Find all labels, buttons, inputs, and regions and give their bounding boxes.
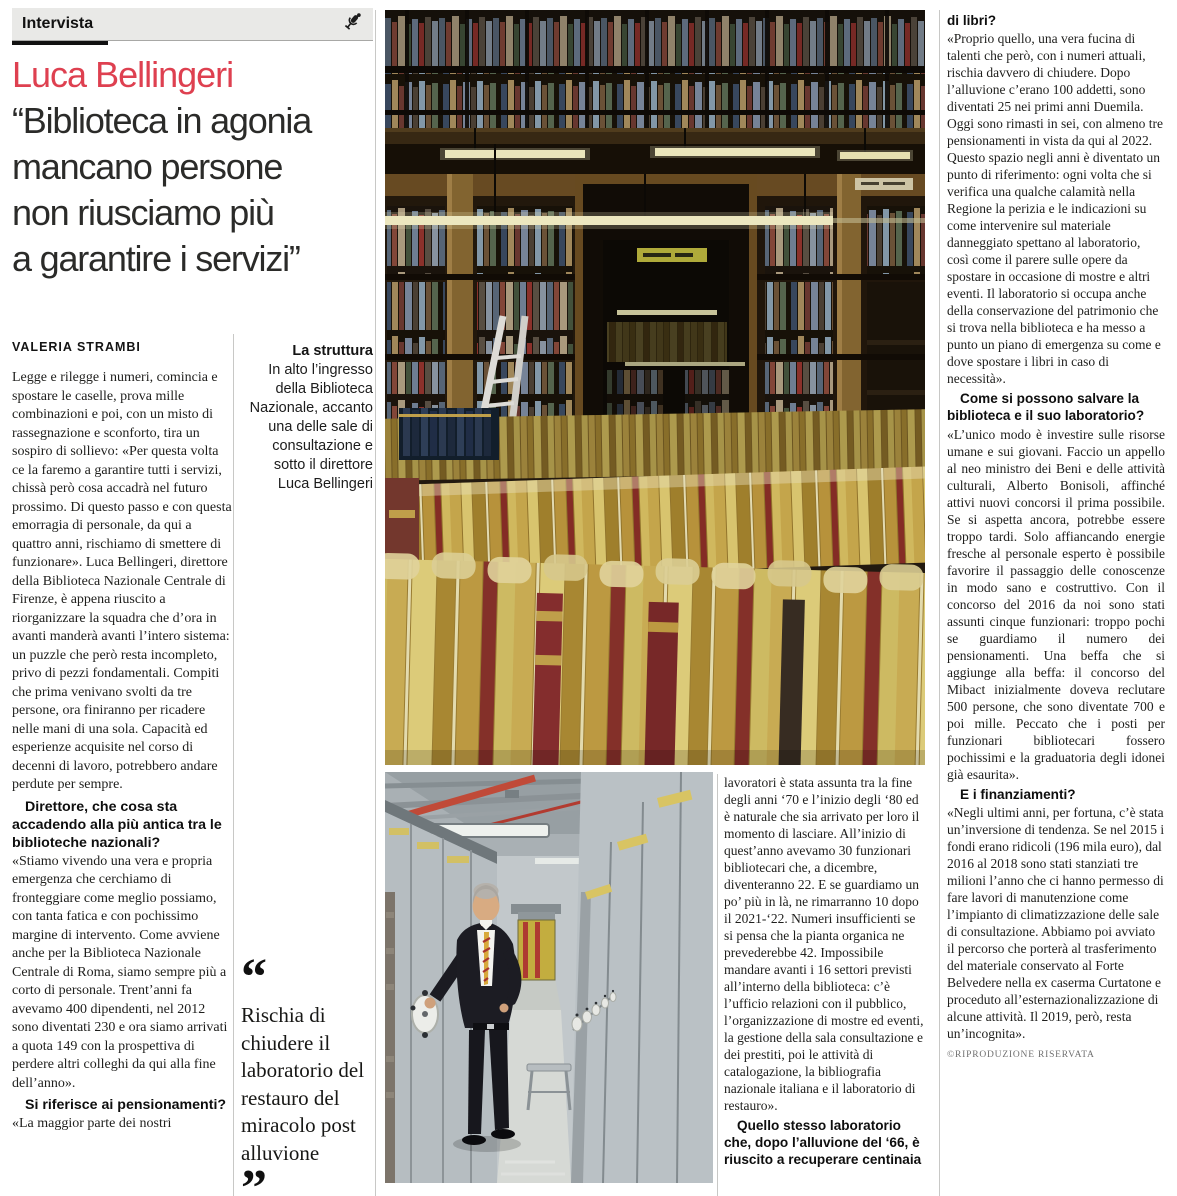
pull-quote-text: Rischia di chiudere il laboratorio del restauro del miracolo post alluvione (241, 1003, 365, 1165)
library-photo (385, 10, 925, 765)
headline-block (12, 52, 376, 282)
article-paragraph: «Stiamo vivendo una vera e propria emergenza che cerchiamo di fronteggiare come meglio possiamo, con tanta fatica e con pochissimo margine di intervento. Come avviene anche per la Biblioteca Nazionale Centrale di Roma, siamo sempre più a corto di personale. Trent’anni fa avevamo 400 dipendenti, nel 2012 sono diventati 230 e ora siamo arrivati a quota 149 con la prospettiva di perdere altri colleghi da qui alla fine dell’anno». (12, 853, 228, 1091)
article-paragraph: lavoratori è stata assunta tra la fine degli anni ‘70 e l’inizio degli ‘80 ed è naturale che sia arrivato per loro il momento di lasciare. All’inizio di quest’anno avevamo 30 funzionari bibliotecari che, a dicembre, diventeranno 22. E se guardiamo un po’ più in là, ne rimarranno 10 dopo il 2021-‘22. Numeri insufficienti se si pensa che la pianta organica ne prevederebbe 42. Impossibile mandare avanti i 16 settori previsti all’interno della biblioteca: c’è l’ufficio relazioni con il pubblico, l’organizzazione di mostre ed eventi, la gestione della sala consultazione e dei prestiti, poi le attività di catalogazione, la bibliografia nazionale italiana e il laboratorio di restauro». (724, 775, 924, 1113)
column-rule (233, 334, 234, 1196)
question-heading: E i finanziamenti? (960, 786, 1076, 802)
headline-quote-line: “Biblioteca in agonia (12, 100, 312, 141)
headline-quote-line: non riusciamo più (12, 192, 274, 233)
article-paragraph: «La maggior parte dei nostri (12, 1116, 172, 1131)
photo-caption (241, 342, 373, 494)
question-heading: Come si possono salvare la biblioteca e il suo laboratorio? (947, 391, 1145, 424)
kicker-underline (12, 41, 108, 45)
section-label: Intervista (22, 15, 94, 32)
column-rule (717, 774, 718, 1196)
article-column-3 (724, 774, 927, 1196)
question-heading: Quello stesso laboratorio che, dopo l’alluvione del ‘66, è riuscito a recuperare centinaia (724, 1118, 922, 1168)
question-heading: Si riferisce ai pensionamenti? (25, 1097, 227, 1113)
question-heading: di libri? (947, 13, 997, 28)
question-heading: Direttore, che cosa sta accadendo alla più antica tra le biblioteche nazionali? (12, 798, 222, 851)
caption-body: In alto l’ingresso della Biblioteca Nazionale, accanto una delle sale di consultazione e sotto il direttore Luca Bellingeri (249, 362, 373, 492)
article-column-1 (12, 340, 233, 1196)
headline-quote-line: a garantire i servizi” (12, 238, 300, 279)
director-photo (385, 772, 713, 1183)
article-paragraph: «Proprio quello, una vera fucina di talenti che però, con i numeri attuali, rischia davvero di chiudere. Dopo l’alluvione c’erano 100 addetti, sono diventati 25 nei primi anni Duemila. Oggi sono rimasti in sei, con almeno tre pensionamenti in vista da qui al 2022. Questo spazio negli anni è diventato un punto di riferimento: ogni volta che si verifica una qualche calamità nella Regione la perizia e le indicazioni su come intervenire sul materiale danneggiato spettano al laboratorio, così come il parere sulle opere da spostare in occasione di mostre e altri eventi. Il laboratorio si occupa anche della conservazione del patrimonio che si trova nella biblioteca e ha messo a punto un piano di emergenza su come e dove spostare i libri in caso di necessità». (947, 31, 1163, 387)
microphone-icon (341, 11, 363, 38)
article-paragraph: «Negli ultimi anni, per fortuna, c’è stata un’inversione di tendenza. Se nel 2015 i fondi erano ridicoli (196 mila euro), dal 2016 al 2018 sono stati stanziati tre milioni l’anno che ci hanno permesso di fare lavori di manutenzione come l’impianto di climatizzazione delle sale di consultazione. Abbiamo poi avviato il percorso che porterà al trasferimento del materiale conservato al Forte Belvedere nella ex caserma Curtatone e proceduto all’esternazionalizzazione di alcune attività. Il 2019, però, resta un’incognita». (947, 804, 1165, 1041)
byline: VALERIA STRAMBI (12, 340, 141, 354)
quote-open-icon: “ (241, 949, 267, 1006)
caption-title: La struttura (292, 343, 373, 359)
headline-quote-line: mancano persone (12, 146, 283, 187)
headline-name: Luca Bellingeri (12, 54, 234, 95)
article-paragraph: «L’unico modo è investire sulle risorse umane e sui giovani. Faccio un appello al neo ministro dei Beni e delle attività culturali, Alberto Bonisoli, affinché attivi nuovi concorsi il prima possibile. Se si aspetta ancora, potrebbe essere troppo tardi. Solo affiancando energie fresche al personale esperto è possibile favorire il passaggio delle conoscenze in modo sano e costruttivo. Con il concorso del 2016 da noi sono stati assunti cinque funzionari: troppo pochi se guardiamo il numero dei pensionamenti. Una beffa che si aggiunge alla beffa: il concorso del Mibact inizialmente doveva reclutare 500 persone, che sono diventate 700 e poi mille. Peccato che i posti per funzionari bibliotecari fossero pochissimi e la graduatoria degli idonei già esaurita». (947, 426, 1165, 782)
quote-close-icon: ” (241, 1160, 267, 1196)
article-column-4 (947, 12, 1165, 1196)
column-rule (375, 10, 376, 1196)
column-rule (939, 10, 940, 1196)
section-kicker (12, 8, 373, 41)
pull-quote (241, 949, 374, 1196)
article-paragraph: Legge e rilegge i numeri, comincia e spostare le caselle, prova mille combinazioni e poi, con un misto di rassegnazione e sconforto, tira un sospiro di sollievo: «Per questa volta ce la faremo a garantire tutti i servizi, chissà però cosa accadrà nel futuro prossimo. Di questo passo e con questa emorragia di personale, da qui a quattro anni, rischiamo di smettere di funzionare». Luca Bellingeri, direttore della Biblioteca Nazionale Centrale di Firenze, è appena riuscito a riorganizzare la squadra che d’ora in avanti manderà avanti l’intero sistema: un puzzle che però resta incompleto, privo di pezzi fondamentali. Compiti che prima venivano svolti da tre persone, ora finiranno per ricadere nelle mani di una sola. Capacità ed esperienze acquisite nel corso di decenni di lavoro, potrebbero andare perdute per sempre. (12, 370, 232, 792)
copyright-notice: ©RIPRODUZIONE RISERVATA (947, 1049, 1095, 1060)
